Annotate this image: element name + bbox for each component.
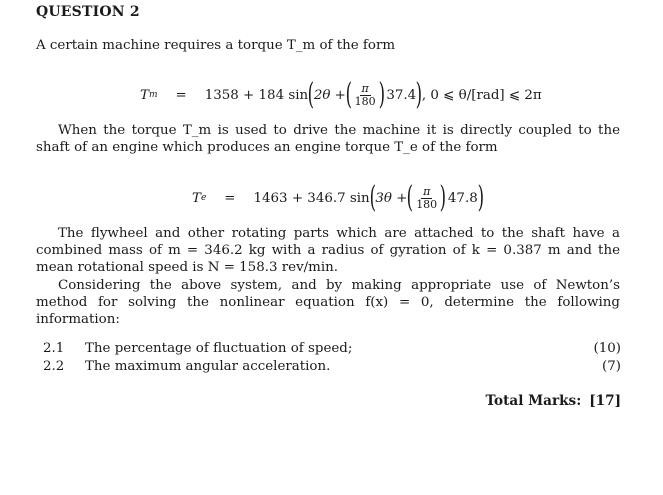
eq1-frac-num: π — [361, 81, 369, 95]
question-heading: QUESTION 2 — [36, 4, 140, 20]
sub-question-number: 2.2 — [43, 359, 65, 374]
eq1-close-paren: ) — [415, 77, 423, 112]
eq1-angle-coeff: 2θ + — [313, 87, 346, 103]
sub-question-item — [43, 340, 621, 358]
eq1-frac-den: 180 — [354, 94, 376, 108]
eq1-angle-const: 37.4 — [386, 87, 417, 103]
eq1-inner-open-paren: ( — [345, 77, 352, 112]
eq1-range: , 0 ⩽ θ/[rad] ⩽ 2π — [421, 87, 542, 103]
eq1-lhs-subscript: m — [148, 90, 158, 100]
instruction-paragraph: Considering the above system, and by making appropriate use of Newton’s method for solving the nonlinear equation f(x) = 0, determine the following information: — [36, 278, 620, 327]
total-marks — [486, 393, 622, 409]
eq2-fraction — [414, 186, 439, 211]
sub-question-number: 2.1 — [43, 341, 65, 356]
eq2-lhs-symbol: T — [192, 190, 201, 206]
eq2-frac-den: 180 — [416, 197, 438, 211]
eq2-open-paren: ( — [369, 180, 376, 215]
intro-paragraph: A certain machine requires a torque T_m of the form — [36, 38, 396, 53]
engine-torque-equation — [192, 178, 483, 218]
eq1-inner-close-paren: ) — [378, 77, 385, 112]
eq2-angle-const: 47.8 — [447, 190, 478, 206]
eq2-frac-num: π — [423, 184, 431, 198]
total-marks-value: [17] — [589, 393, 621, 409]
sub-question-marks: (10) — [593, 341, 621, 356]
eq1-fraction — [353, 83, 378, 108]
eq2-equals: = — [224, 190, 236, 206]
eq1-equals: = — [175, 87, 187, 103]
eq2-prefix: 1463 + 346.7 sin — [253, 190, 370, 206]
machine-torque-equation — [140, 75, 542, 115]
eq2-lhs-subscript: e — [200, 193, 207, 203]
coupling-paragraph: When the torque T_m is used to drive the machine it is directly coupled to the shaft of an engine which produces an engine torque T_e of the form — [36, 123, 620, 155]
sub-question-item — [43, 358, 621, 376]
eq1-prefix: 1358 + 184 sin — [204, 87, 309, 103]
sub-question-list — [43, 340, 621, 376]
total-marks-label: Total Marks: — [485, 393, 582, 409]
eq2-inner-open-paren: ( — [407, 180, 414, 215]
flywheel-paragraph: The flywheel and other rotating parts which are attached to the shaft have a combined mass of m = 346.2 kg with a radius of gyration of k = 0.387 m and the mean rotational speed is N = 158.3 rev/min. — [36, 226, 620, 275]
eq2-close-paren: ) — [477, 180, 484, 215]
sub-question-text: The maximum angular acceleration. — [85, 359, 331, 374]
sub-question-text: The percentage of fluctuation of speed; — [85, 341, 353, 356]
eq2-angle-coeff: 3θ + — [375, 190, 408, 206]
eq1-open-paren: ( — [307, 77, 315, 112]
eq2-inner-close-paren: ) — [439, 180, 447, 215]
sub-question-marks: (7) — [602, 359, 621, 374]
eq1-lhs-symbol: T — [140, 87, 149, 103]
